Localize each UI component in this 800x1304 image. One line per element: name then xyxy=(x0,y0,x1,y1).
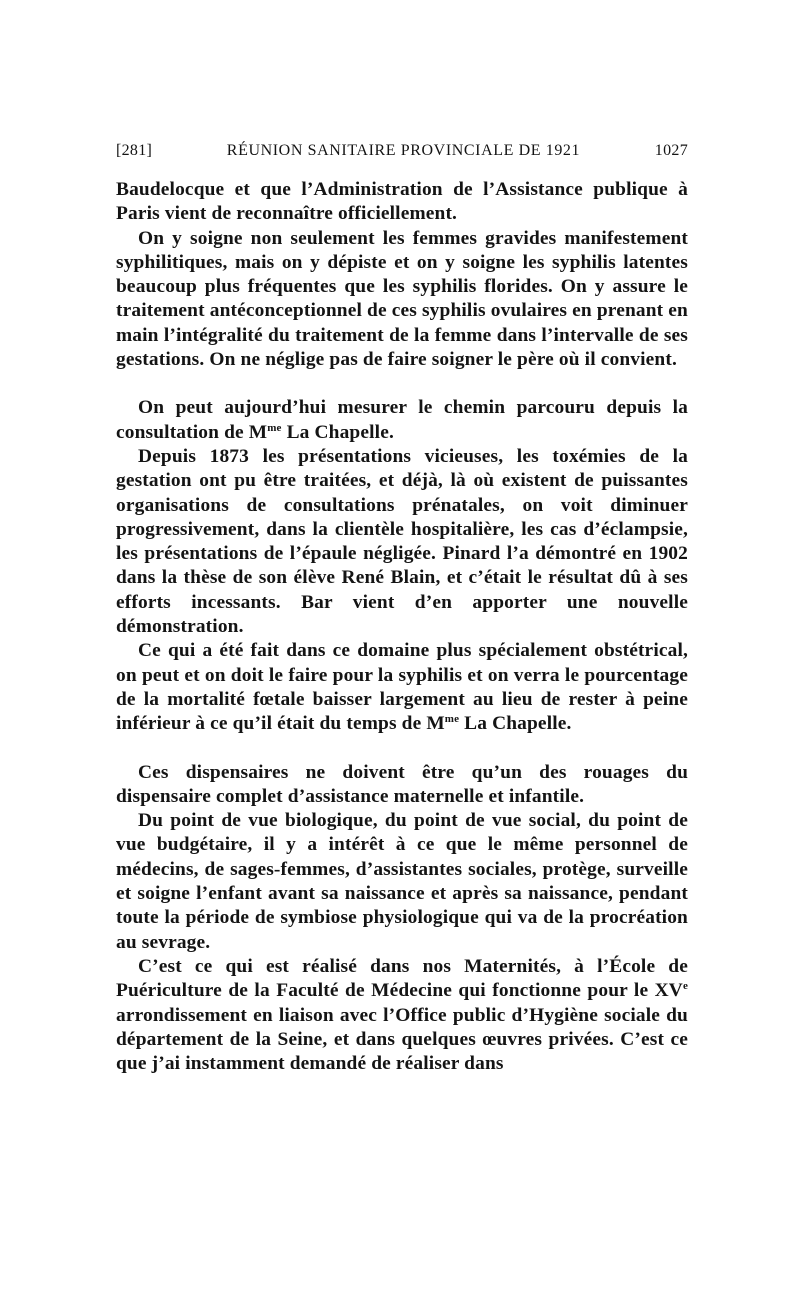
paragraph-3-superscript: me xyxy=(267,421,282,434)
paragraph-5-superscript: me xyxy=(444,713,460,726)
running-title: RÉUNION SANITAIRE PROVINCIALE DE 1921 xyxy=(226,142,581,159)
paragraph-8-superscript: e xyxy=(682,980,688,993)
body-text xyxy=(116,178,688,1076)
paragraph-8-text-before: C’est ce qui est réalisé dans nos Maternités, à l’École de Puériculture de la Faculté de Médecine qui fonctionne pour le XV xyxy=(116,955,688,1002)
paragraph-6: Ces dispensaires ne doivent être qu’un des rouages du dispensaire complet d’assistance maternelle et infantile. xyxy=(116,761,688,807)
paragraph-3 xyxy=(116,396,688,445)
paragraph-5 xyxy=(116,639,688,736)
paragraph-1: Baudelocque et que l’Administration de l’Assistance publique à Paris vient de reconnaître officiellement. xyxy=(116,179,688,225)
paragraph-3-text-after: La Chapelle. xyxy=(281,421,394,443)
document-page xyxy=(116,142,688,1076)
section-break xyxy=(116,372,688,396)
page-reference: [281] xyxy=(116,142,153,159)
paragraph-5-text-before: Ce qui a été fait dans ce domaine plus spécialement obstétrical, on peut et on doit le faire pour la syphilis et on verra le pourcentage de la mortalité fœtale baisser largement au lieu de rester à peine inférieur à ce qu’il était du temps de M xyxy=(116,640,688,735)
paragraph-8 xyxy=(116,955,688,1076)
paragraph-7: Du point de vue biologique, du point de vue social, du point de vue budgétaire, il y a intérêt à ce que le même personnel de médecins, de sages-femmes, d’assistantes sociales, protège, surveille et soigne l’enfant avant sa naissance et après sa naissance, pendant toute la période de symbiose physiologique qui va de la procréation au sevrage. xyxy=(116,810,688,953)
running-header xyxy=(116,142,688,166)
paragraph-4: Depuis 1873 les présentations vicieuses, les toxémies de la gestation ont pu être traitées, et déjà, là où existent de puissantes organisations de consultations prénatales, on voit diminuer progressivement, dans la clientèle hospitalière, les cas d’éclampsie, les présentations de l’épaule négligée. Pinard l’a démontré en 1902 dans la thèse de son élève René Blain, et c’était le résultat dû à ses efforts incessants. Bar vient d’en apporter une nouvelle démonstration. xyxy=(116,445,688,638)
page-number: 1027 xyxy=(654,142,688,159)
section-break xyxy=(116,737,688,761)
paragraph-8-text-after: arrondissement en liaison avec l’Office public d’Hygiène sociale du département de la Seine, et dans quelques œuvres privées. C’est ce que j’ai instamment demandé de réaliser dans xyxy=(116,1004,688,1075)
paragraph-2: On y soigne non seulement les femmes gravides manifestement syphilitiques, mais on y dépiste et on y soigne les syphilis latentes beaucoup plus fréquentes que les syphilis florides. On y assure le traitement antéconceptionnel de ces syphilis ovulaires en prenant en main l’intégralité du traitement de la femme dans l’intervalle de ses gestations. On ne néglige pas de faire soigner le père où il convient. xyxy=(116,227,688,371)
paragraph-3-text-before: On peut aujourd’hui mesurer le chemin parcouru depuis la consultation de M xyxy=(116,397,688,443)
paragraph-5-text-after: La Chapelle. xyxy=(459,713,572,735)
